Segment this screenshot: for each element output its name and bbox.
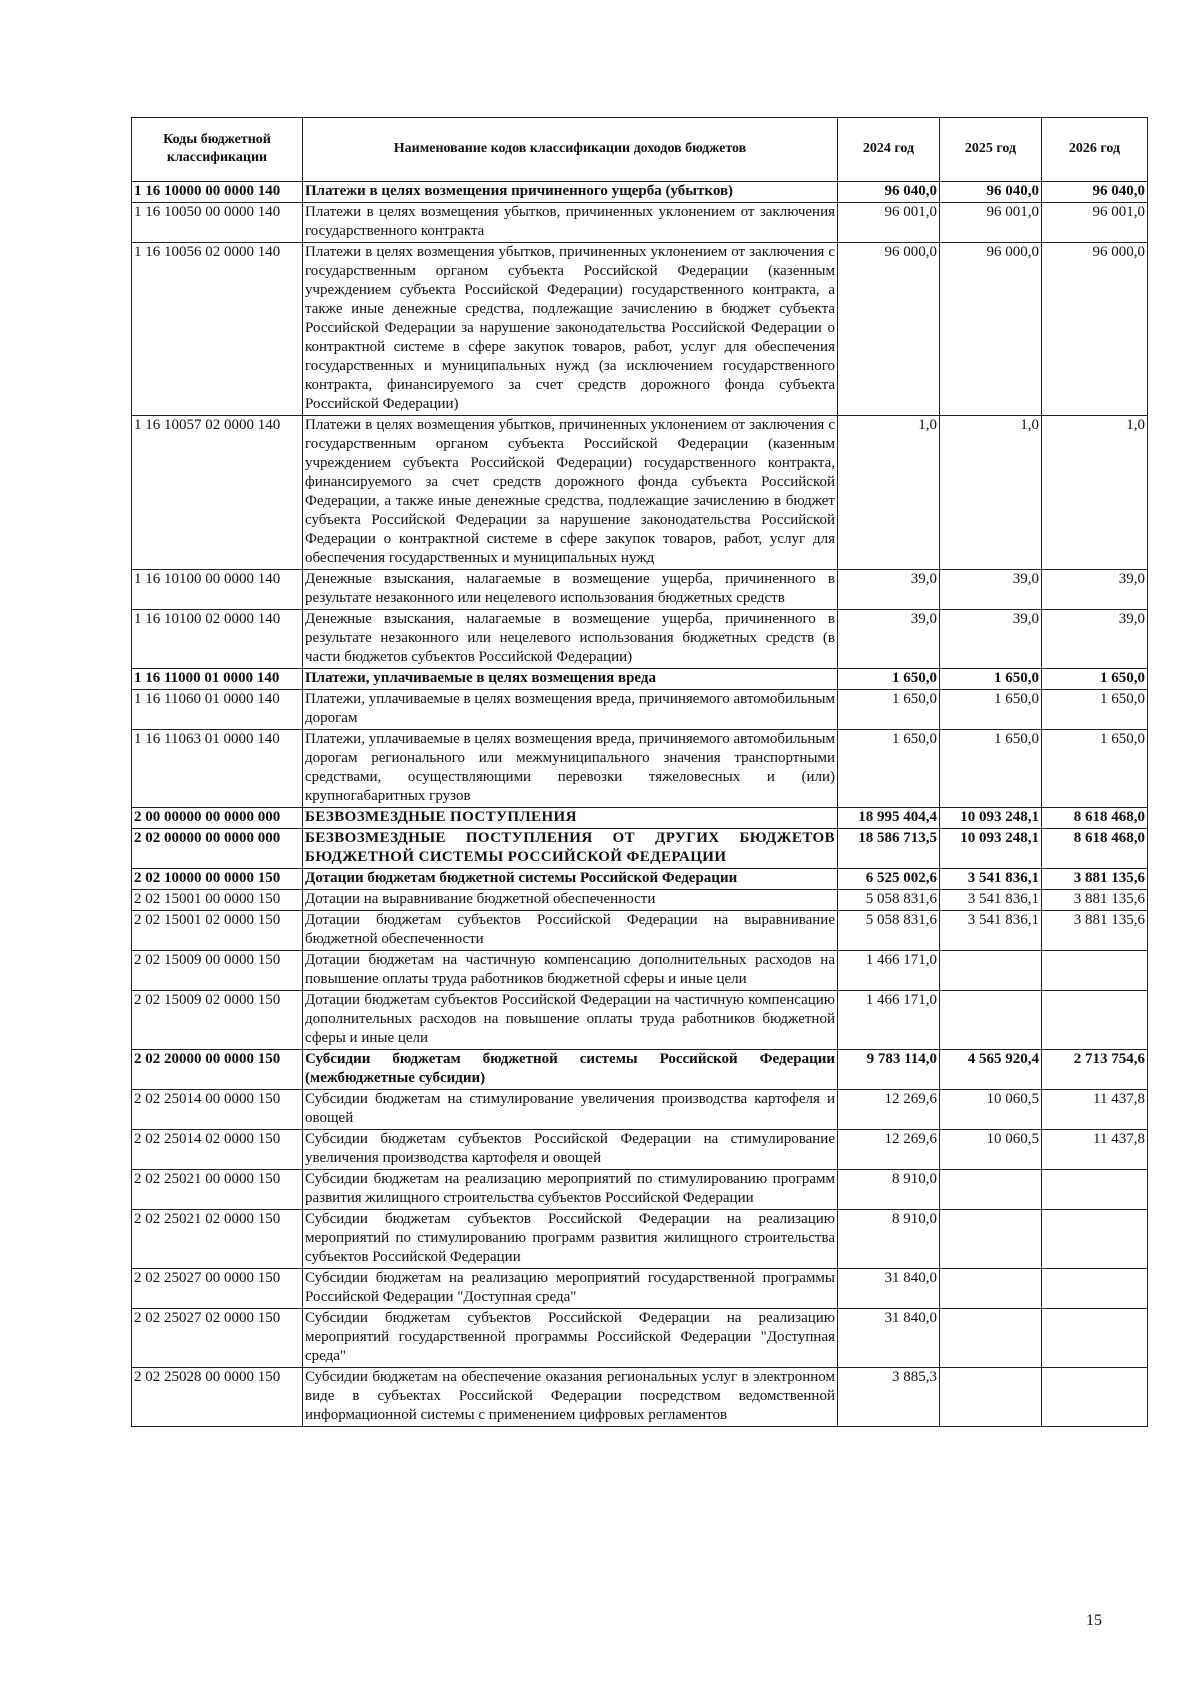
row-code: 2 02 25014 00 0000 150 [132,1090,303,1130]
row-code: 2 02 25021 00 0000 150 [132,1170,303,1210]
table-row [132,1130,1148,1170]
row-code: 2 02 00000 00 0000 000 [132,829,303,869]
row-value-2024: 18 586 713,5 [838,829,940,869]
row-value-2025 [940,991,1042,1050]
row-code: 1 16 10056 02 0000 140 [132,243,303,416]
page-number: 15 [1086,1612,1102,1629]
row-value-2024: 31 840,0 [838,1309,940,1368]
row-value-2026: 8 618 468,0 [1042,829,1148,869]
row-value-2024: 18 995 404,4 [838,808,940,829]
table-row [132,1368,1148,1427]
row-value-2025: 3 541 836,1 [940,890,1042,911]
row-value-2026 [1042,951,1148,991]
row-value-2026: 1 650,0 [1042,730,1148,808]
row-name: Дотации на выравнивание бюджетной обеспеченности [303,890,838,911]
row-value-2025: 3 541 836,1 [940,911,1042,951]
row-code: 2 00 00000 00 0000 000 [132,808,303,829]
row-value-2025 [940,1368,1042,1427]
row-value-2025: 1,0 [940,416,1042,570]
row-code: 2 02 25027 00 0000 150 [132,1269,303,1309]
row-code: 2 02 15001 00 0000 150 [132,890,303,911]
row-value-2024: 96 001,0 [838,203,940,243]
row-name: Платежи в целях возмещения причиненного ущерба (убытков) [303,182,838,203]
table-row [132,911,1148,951]
row-value-2024: 1,0 [838,416,940,570]
row-value-2024: 1 650,0 [838,669,940,690]
row-value-2026: 2 713 754,6 [1042,1050,1148,1090]
row-value-2024: 39,0 [838,610,940,669]
budget-income-table [131,117,1148,1427]
row-value-2026: 11 437,8 [1042,1090,1148,1130]
row-name: Дотации бюджетам на частичную компенсацию дополнительных расходов на повышение оплаты труда работников бюджетной сферы и иные цели [303,951,838,991]
row-name: Платежи, уплачиваемые в целях возмещения вреда, причиняемого автомобильным дорогам [303,690,838,730]
table-row [132,690,1148,730]
row-code: 1 16 11060 01 0000 140 [132,690,303,730]
row-name: Платежи, уплачиваемые в целях возмещения вреда [303,669,838,690]
table-row [132,570,1148,610]
row-value-2025: 4 565 920,4 [940,1050,1042,1090]
table-row [132,829,1148,869]
row-value-2025: 96 001,0 [940,203,1042,243]
row-value-2026 [1042,1368,1148,1427]
row-value-2025: 10 093 248,1 [940,829,1042,869]
row-name: Субсидии бюджетам субъектов Российской Федерации на стимулирование увеличения производства картофеля и овощей [303,1130,838,1170]
row-value-2026: 8 618 468,0 [1042,808,1148,829]
row-value-2025: 39,0 [940,610,1042,669]
row-value-2024: 12 269,6 [838,1090,940,1130]
row-value-2024: 1 466 171,0 [838,991,940,1050]
row-value-2025: 10 060,5 [940,1090,1042,1130]
table-row [132,890,1148,911]
table-row [132,991,1148,1050]
row-value-2024: 96 000,0 [838,243,940,416]
row-value-2025 [940,951,1042,991]
row-value-2025 [940,1309,1042,1368]
row-name: Субсидии бюджетам на реализацию мероприятий по стимулированию программ развития жилищного строительства субъектов Российской Федерации [303,1170,838,1210]
row-code: 2 02 20000 00 0000 150 [132,1050,303,1090]
row-value-2026: 11 437,8 [1042,1130,1148,1170]
row-value-2025: 10 093 248,1 [940,808,1042,829]
row-code: 2 02 25028 00 0000 150 [132,1368,303,1427]
row-value-2024: 6 525 002,6 [838,869,940,890]
table-header-row [132,118,1148,182]
row-value-2026: 96 040,0 [1042,182,1148,203]
table-row [132,730,1148,808]
row-name: Субсидии бюджетам на реализацию мероприятий государственной программы Российской Федерации "Доступная среда" [303,1269,838,1309]
row-name: Дотации бюджетам субъектов Российской Федерации на частичную компенсацию дополнительных расходов на повышение оплаты труда работников бюджетной сферы и иные цели [303,991,838,1050]
row-value-2025: 1 650,0 [940,690,1042,730]
row-name: Платежи, уплачиваемые в целях возмещения вреда, причиняемого автомобильным дорогам регионального или межмуниципального значения транспортными средствами, осуществляющими перевозки тяжеловесных и (или) крупногабаритных грузов [303,730,838,808]
row-value-2026: 96 000,0 [1042,243,1148,416]
row-name: Платежи в целях возмещения убытков, причиненных уклонением от заключения с государственным органом субъекта Российской Федерации (казенным учреждением субъекта Российской Федерации) государственного контракта, финансируемого за счет средств дорожного фонда субъекта Российской Федерации, а также иные денежные средства, подлежащие зачислению в бюджет субъекта Российской Федерации за нарушение законодательства Российской Федерации о контрактной системе в сфере закупок товаров, работ, услуг для обеспечения государственных и муниципальных нужд [303,416,838,570]
table-row [132,416,1148,570]
table-row [132,1309,1148,1368]
row-value-2025: 96 000,0 [940,243,1042,416]
row-name: Субсидии бюджетам бюджетной системы Российской Федерации (межбюджетные субсидии) [303,1050,838,1090]
table-row [132,1090,1148,1130]
header-2025: 2025 год [940,118,1042,182]
row-code: 1 16 10057 02 0000 140 [132,416,303,570]
table-row [132,1269,1148,1309]
row-code: 2 02 25027 02 0000 150 [132,1309,303,1368]
row-value-2024: 3 885,3 [838,1368,940,1427]
row-value-2025: 3 541 836,1 [940,869,1042,890]
row-value-2026: 1,0 [1042,416,1148,570]
row-value-2026: 39,0 [1042,570,1148,610]
row-value-2024: 1 466 171,0 [838,951,940,991]
row-value-2025: 96 040,0 [940,182,1042,203]
table-row [132,182,1148,203]
row-value-2026: 3 881 135,6 [1042,911,1148,951]
row-name: Платежи в целях возмещения убытков, причиненных уклонением от заключения с государственным органом субъекта Российской Федерации (казенным учреждением субъекта Российской Федерации) государственного контракта, а также иные денежные средства, подлежащие зачислению в бюджет субъекта Российской Федерации за нарушение законодательства Российской Федерации о контрактной системе в сфере закупок товаров, работ, услуг для обеспечения государственных и муниципальных нужд (за исключением государственного контракта, финансируемого за счет средств дорожного фонда субъекта Российской Федерации) [303,243,838,416]
row-code: 2 02 15009 00 0000 150 [132,951,303,991]
row-value-2025 [940,1210,1042,1269]
row-code: 1 16 10100 02 0000 140 [132,610,303,669]
table-row [132,610,1148,669]
row-value-2025: 1 650,0 [940,669,1042,690]
header-2024: 2024 год [838,118,940,182]
row-value-2026 [1042,1170,1148,1210]
row-name: Субсидии бюджетам субъектов Российской Федерации на реализацию мероприятий государственной программы Российской Федерации "Доступная среда" [303,1309,838,1368]
row-value-2024: 39,0 [838,570,940,610]
header-code: Коды бюджетной классификации [132,118,303,182]
row-value-2026 [1042,1269,1148,1309]
row-value-2026: 3 881 135,6 [1042,869,1148,890]
table-row [132,203,1148,243]
header-name: Наименование кодов классификации доходов бюджетов [303,118,838,182]
row-value-2026 [1042,1309,1148,1368]
table-row [132,869,1148,890]
row-value-2024: 31 840,0 [838,1269,940,1309]
table-row [132,808,1148,829]
table-row [132,243,1148,416]
row-code: 2 02 10000 00 0000 150 [132,869,303,890]
row-value-2024: 5 058 831,6 [838,890,940,911]
row-name: Денежные взыскания, налагаемые в возмещение ущерба, причиненного в результате незаконного или нецелевого использования бюджетных средств [303,570,838,610]
row-value-2025: 39,0 [940,570,1042,610]
row-name: Субсидии бюджетам субъектов Российской Федерации на реализацию мероприятий по стимулированию программ развития жилищного строительства субъектов Российской Федерации [303,1210,838,1269]
table-row [132,669,1148,690]
row-value-2026 [1042,1210,1148,1269]
row-value-2024: 5 058 831,6 [838,911,940,951]
row-value-2024: 8 910,0 [838,1210,940,1269]
row-value-2026: 1 650,0 [1042,690,1148,730]
row-name: БЕЗВОЗМЕЗДНЫЕ ПОСТУПЛЕНИЯ ОТ ДРУГИХ БЮДЖЕТОВ БЮДЖЕТНОЙ СИСТЕМЫ РОССИЙСКОЙ ФЕДЕРАЦИИ [303,829,838,869]
table-row [132,1050,1148,1090]
row-value-2026 [1042,991,1148,1050]
row-value-2026: 39,0 [1042,610,1148,669]
row-code: 2 02 25014 02 0000 150 [132,1130,303,1170]
row-value-2024: 96 040,0 [838,182,940,203]
row-code: 1 16 10100 00 0000 140 [132,570,303,610]
header-2026: 2026 год [1042,118,1148,182]
row-value-2026: 1 650,0 [1042,669,1148,690]
row-value-2024: 12 269,6 [838,1130,940,1170]
row-value-2024: 1 650,0 [838,690,940,730]
row-name: Платежи в целях возмещения убытков, причиненных уклонением от заключения государственного контракта [303,203,838,243]
row-code: 2 02 25021 02 0000 150 [132,1210,303,1269]
row-value-2026: 96 001,0 [1042,203,1148,243]
row-code: 1 16 11063 01 0000 140 [132,730,303,808]
row-name: Дотации бюджетам субъектов Российской Федерации на выравнивание бюджетной обеспеченности [303,911,838,951]
row-value-2025 [940,1170,1042,1210]
table-row [132,951,1148,991]
row-code: 1 16 10000 00 0000 140 [132,182,303,203]
table-row [132,1170,1148,1210]
table-body [132,182,1148,1427]
row-name: Субсидии бюджетам на стимулирование увеличения производства картофеля и овощей [303,1090,838,1130]
row-value-2026: 3 881 135,6 [1042,890,1148,911]
row-value-2025: 10 060,5 [940,1130,1042,1170]
table-row [132,1210,1148,1269]
row-name: Дотации бюджетам бюджетной системы Российской Федерации [303,869,838,890]
row-value-2025 [940,1269,1042,1309]
row-name: Субсидии бюджетам на обеспечение оказания региональных услуг в электронном виде в субъектах Российской Федерации посредством ведомственной информационной системы с применением цифровых регламентов [303,1368,838,1427]
row-value-2025: 1 650,0 [940,730,1042,808]
row-code: 2 02 15001 02 0000 150 [132,911,303,951]
row-code: 2 02 15009 02 0000 150 [132,991,303,1050]
row-value-2024: 9 783 114,0 [838,1050,940,1090]
row-value-2024: 1 650,0 [838,730,940,808]
row-code: 1 16 10050 00 0000 140 [132,203,303,243]
row-name: БЕЗВОЗМЕЗДНЫЕ ПОСТУПЛЕНИЯ [303,808,838,829]
row-code: 1 16 11000 01 0000 140 [132,669,303,690]
row-value-2024: 8 910,0 [838,1170,940,1210]
row-name: Денежные взыскания, налагаемые в возмещение ущерба, причиненного в результате незаконного или нецелевого использования бюджетных средств (в части бюджетов субъектов Российской Федерации) [303,610,838,669]
